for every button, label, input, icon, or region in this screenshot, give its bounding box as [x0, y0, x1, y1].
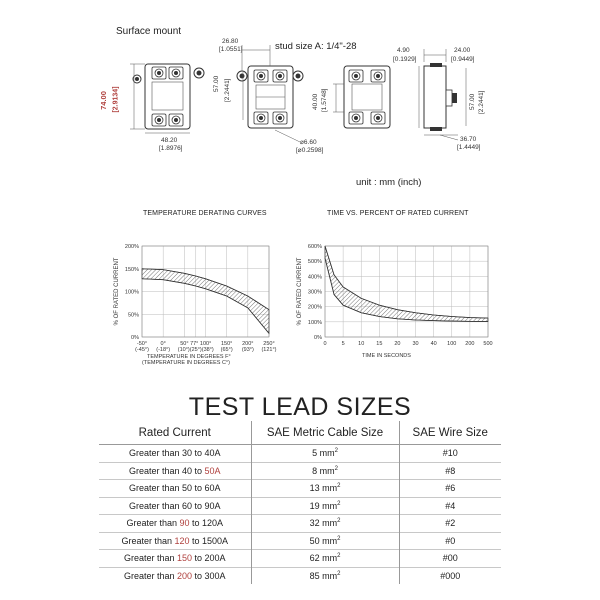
- metric-size-cell: 50 $mm^2$: [251, 532, 399, 550]
- y-tick-label: 400%: [307, 274, 322, 281]
- x-tick-label-celsius: (93°): [241, 347, 254, 353]
- x-tick-label: -50°: [136, 341, 148, 347]
- table-row: [99, 445, 501, 463]
- dim-74: 74.00: [98, 91, 108, 110]
- header-wire-size: SAE Wire Size: [399, 421, 501, 445]
- dim-48: 48.20: [161, 137, 178, 144]
- metric-size-cell: 5 $mm^2$: [251, 445, 399, 463]
- x-tick-label: 15: [376, 341, 383, 347]
- dim-57a: 57.00: [213, 75, 220, 92]
- table-row: [99, 567, 501, 584]
- squared-superscript: 2: [334, 465, 338, 472]
- dim-36: 36.70: [460, 136, 477, 143]
- x-tick-label: 40: [430, 341, 437, 347]
- chart2-title: TIME VS. PERCENT OF RATED CURRENT: [327, 210, 469, 217]
- y-tick-label: 150%: [124, 266, 139, 273]
- wire-size-cell: #10: [399, 445, 501, 463]
- test-lead-title: TEST LEAD SIZES: [188, 393, 412, 421]
- y-axis-label: % OF RATED CURRENT: [114, 257, 120, 326]
- squared-superscript: 2: [337, 518, 341, 525]
- dim-40: 40.00: [312, 93, 319, 110]
- y-tick-label: 300%: [307, 289, 322, 296]
- chart1-title: TEMPERATURE DERATING CURVES: [143, 210, 267, 217]
- x-tick-label: 200°: [242, 341, 254, 347]
- derating-chart: [114, 244, 277, 366]
- highlight-value: 120: [174, 535, 190, 546]
- metric-size-cell: 8 $mm^2$: [251, 462, 399, 480]
- breaker-front-view: [130, 64, 204, 133]
- metric-size-cell: 32 $mm^2$: [251, 515, 399, 533]
- highlight-value: 50A: [204, 465, 221, 476]
- squared-superscript: 2: [337, 535, 341, 542]
- y-tick-label: 0%: [314, 335, 322, 341]
- y-tick-label: 50%: [127, 312, 139, 319]
- metric-size-cell: 13 $mm^2$: [251, 480, 399, 498]
- wire-size-cell: #0: [399, 532, 501, 550]
- surface-mount-title: Surface mount: [116, 26, 182, 37]
- wire-size-cell: #000: [399, 567, 501, 584]
- x-tick-label: 150°: [220, 341, 233, 347]
- highlight-value: 90: [179, 518, 190, 529]
- unit-label: unit : mm (inch): [356, 177, 422, 188]
- dim-40-inch: [1.5748]: [321, 88, 328, 112]
- x-tick-label: 50° 77° 100°: [180, 341, 212, 347]
- dim-4: 4.90: [397, 47, 410, 54]
- wire-size-cell: #6: [399, 480, 501, 498]
- x-tick-label-celsius: (-45°): [135, 347, 149, 353]
- table-body: [99, 445, 501, 585]
- y-tick-label: 200%: [124, 244, 139, 250]
- rated-current-cell: Greater than 40 to 50A: [99, 462, 251, 480]
- x-tick-label: 5: [341, 341, 345, 347]
- rated-current-cell: Greater than 150 to 200A: [99, 550, 251, 568]
- squared-superscript: 2: [337, 483, 341, 490]
- dim-4-inch: [0.1929]: [393, 56, 417, 63]
- y-tick-label: 0%: [131, 335, 139, 341]
- dim-26-inch: [1.0551]: [219, 46, 243, 53]
- table-row: [99, 497, 501, 515]
- squared-superscript: 2: [337, 500, 341, 507]
- header-metric-size: SAE Metric Cable Size: [251, 421, 399, 445]
- highlight-value: 150: [176, 553, 193, 564]
- metric-size-cell: 62 $mm^2$: [251, 550, 399, 568]
- time-current-chart: [297, 244, 493, 359]
- x-tick-label-celsius: (-18°): [156, 347, 171, 353]
- table-row: [99, 550, 501, 568]
- x-tick-label-celsius: (65°): [220, 347, 233, 353]
- squared-superscript: 2: [337, 570, 341, 577]
- rated-current-cell: Greater than 60 to 90A: [99, 497, 251, 515]
- y-tick-label: 100%: [307, 319, 322, 326]
- metric-size-cell: 85 $mm^2$: [251, 567, 399, 584]
- table-row: [99, 515, 501, 533]
- dim-36-inch: [1.4449]: [457, 144, 481, 151]
- test-lead-table: [99, 421, 501, 584]
- dim-26: 26.80: [222, 38, 239, 45]
- stud-size-label: stud size A: 1/4"-28: [275, 41, 357, 52]
- breaker-alternate-view: [333, 66, 390, 128]
- header-rated-current: Rated Current: [99, 421, 251, 445]
- rated-current-cell: Greater than 200 to 300A: [99, 567, 251, 584]
- x-tick-label: 200: [465, 341, 475, 347]
- dim-74-group: [98, 80, 124, 130]
- x-axis-label: TIME IN SECONDS: [362, 353, 411, 359]
- x-tick-label-celsius: (10°)(25°)(38°): [177, 347, 214, 353]
- x-tick-label: 250°: [263, 341, 275, 347]
- squared-superscript: 2: [337, 553, 341, 560]
- dim-74-inch: [2.9134]: [112, 86, 120, 113]
- charts-area: [0, 230, 600, 380]
- rated-current-cell: Greater than 120 to 1500A: [99, 532, 251, 550]
- wire-size-cell: #2: [399, 515, 501, 533]
- rated-current-band: [325, 246, 488, 322]
- x-axis-label: TEMPERATURE IN DEGREES F°: [147, 354, 231, 360]
- wire-size-cell: #8: [399, 462, 501, 480]
- rated-current-cell: Greater than 90 to 120A: [99, 515, 251, 533]
- dim-6-inch: [⌀0.2598]: [296, 147, 324, 154]
- dim-24: 24.00: [454, 47, 471, 54]
- x-tick-label: 500: [483, 341, 493, 347]
- wire-size-cell: #00: [399, 550, 501, 568]
- x-tick-label: 0: [323, 341, 327, 347]
- y-tick-label: 600%: [307, 244, 322, 250]
- dim-48-inch: [1.8976]: [159, 145, 183, 152]
- dim-57b-inch: [2.2441]: [478, 90, 485, 114]
- table-row: [99, 480, 501, 498]
- x-tick-label-celsius: (121°): [261, 347, 277, 353]
- highlight-value: 200: [176, 570, 193, 581]
- dim-24-inch: [0.9449]: [451, 56, 475, 63]
- x-tick-label: 20: [394, 341, 401, 347]
- wire-size-cell: #4: [399, 497, 501, 515]
- table-row: [99, 532, 501, 550]
- y-axis-label: % OF RATED CURRENT: [297, 257, 303, 326]
- x-tick-label: 10: [358, 341, 365, 347]
- breaker-bracket-view: [237, 45, 303, 142]
- y-tick-label: 100%: [124, 289, 139, 296]
- x-tick-label: 0°: [160, 341, 166, 347]
- x-tick-label: 100: [447, 341, 457, 347]
- squared-superscript: 2: [334, 448, 338, 455]
- y-tick-label: 200%: [307, 304, 322, 311]
- metric-size-cell: 19 $mm^2$: [251, 497, 399, 515]
- x-axis-label-celsius: (TEMPERATURE IN DEGREES C°): [142, 360, 230, 366]
- table-row: [99, 462, 501, 480]
- dim-57a-inch: [2.2441]: [224, 78, 231, 102]
- rated-current-cell: Greater than 30 to 40A: [99, 445, 251, 463]
- x-tick-label: 30: [412, 341, 419, 347]
- table-header-row: [99, 421, 501, 445]
- dim-6: ⌀6.60: [300, 139, 317, 146]
- rated-current-cell: Greater than 50 to 60A: [99, 480, 251, 498]
- dim-57b: 57.00: [469, 93, 476, 110]
- y-tick-label: 500%: [307, 259, 322, 266]
